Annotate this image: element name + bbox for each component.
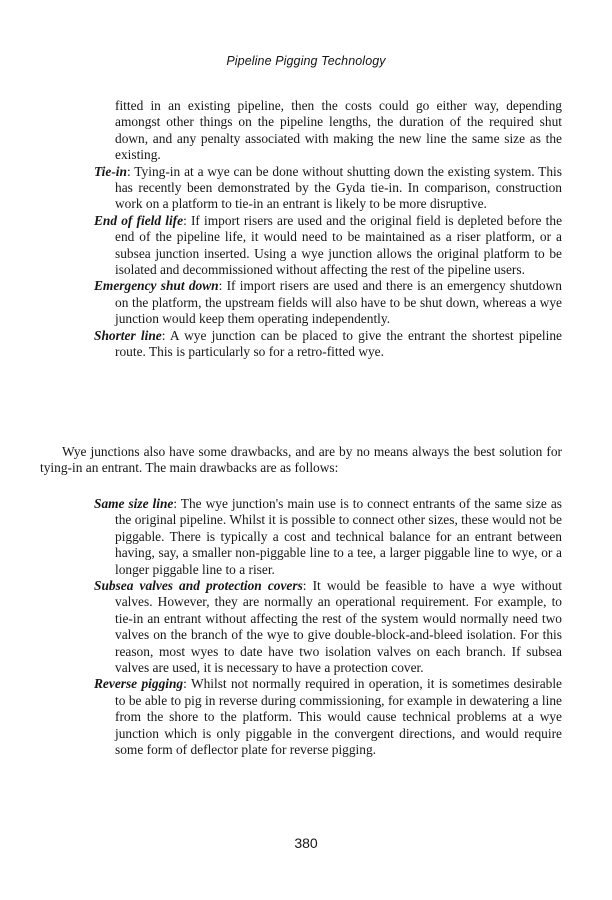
list-item-term: Emergency shut down bbox=[94, 278, 219, 294]
list-item-term: End of field life bbox=[94, 212, 184, 228]
list-item-term: Tie-in bbox=[94, 163, 127, 179]
list-item-text: : A wye junction can be placed to give the entrant the shortest pipeline route. This is particularly so for a retro-fitted wye. bbox=[115, 327, 562, 360]
list-item-tie-in bbox=[94, 164, 562, 213]
page-number: 380 bbox=[294, 835, 318, 851]
list-item-emergency-shut-down bbox=[94, 278, 562, 327]
list-item-term: Reverse pigging bbox=[94, 676, 184, 692]
drawbacks-list bbox=[94, 496, 562, 759]
list-item-reverse-pigging bbox=[94, 676, 562, 758]
list-item-same-size-line bbox=[94, 496, 562, 578]
list-item-shorter-line bbox=[94, 328, 562, 361]
running-header: Pipeline Pigging Technology bbox=[226, 54, 386, 68]
drawbacks-intro-paragraph: Wye junctions also have some drawbacks, and are by no means always the best solution for tying-in an entrant. The main drawbacks are as follows: bbox=[40, 444, 562, 476]
list-item-text: : It would be feasible to have a wye without valves. However, they are normally an operational requirement. For example, to tie-in an entrant without affecting the rest of the system would normally need two valves on the branch of the wye to give double-block-and-bleed isolation. For this reason, most wyes to date have two isolation valves on each branch. If subsea valves are used, it is necessary to have a protection cover. bbox=[115, 578, 562, 676]
list-item-term: Shorter line bbox=[94, 327, 162, 343]
continuation-text: fitted in an existing pipeline, then the costs could go either way, depending amongst other things on the pipeline lengths, the duration of the required shut down, and any penalty associated with making the new line the same size as the existing. bbox=[115, 98, 562, 163]
list-item-text: : If import risers are used and the original field is depleted before the end of the pipeline life, it would need to be maintained as a riser platform, or a subsea junction inserted. Using a wye junction allows the original platform to be isolated and decommissioned without affecting the rest of the pipeline users. bbox=[115, 212, 563, 278]
list-item-end-of-field-life bbox=[94, 213, 562, 279]
list-item-text: : If import risers are used and there is an emergency shutdown on the platform, the upstream fields will also have to be shut down, whereas a wye junction would keep them operating independently. bbox=[115, 278, 562, 327]
list-item-subsea-valves bbox=[94, 578, 562, 676]
list-item-text: : The wye junction's main use is to connect entrants of the same size as the original pipeline. Whilst it is possible to connect other sizes, these would not be piggable. There is typically a cost and technical balance for an entrant between having, say, a smaller non-piggable line to a tee, a larger piggable line to wye, or a longer piggable line to a riser. bbox=[115, 496, 562, 577]
list-item-term: Same size line bbox=[94, 496, 174, 511]
list-item-text: : Whilst not normally required in operation, it is sometimes desirable to be able to pig in reverse during commissioning, for example in dewatering a line from the shore to the platform. This would cause technical problems at a wye junction which is only piggable in the convergent directions, and would require some form of deflector plate for reverse pigging. bbox=[115, 676, 562, 758]
list-item-text: : Tying-in at a wye can be done without shutting down the existing system. This has recently been demonstrated by the Gyda tie-in. In comparison, construction work on a platform to tie-in an entrant is likely to be more disruptive. bbox=[115, 163, 562, 212]
advantages-list bbox=[94, 98, 562, 361]
list-item-term: Subsea valves and protection covers bbox=[94, 578, 303, 594]
